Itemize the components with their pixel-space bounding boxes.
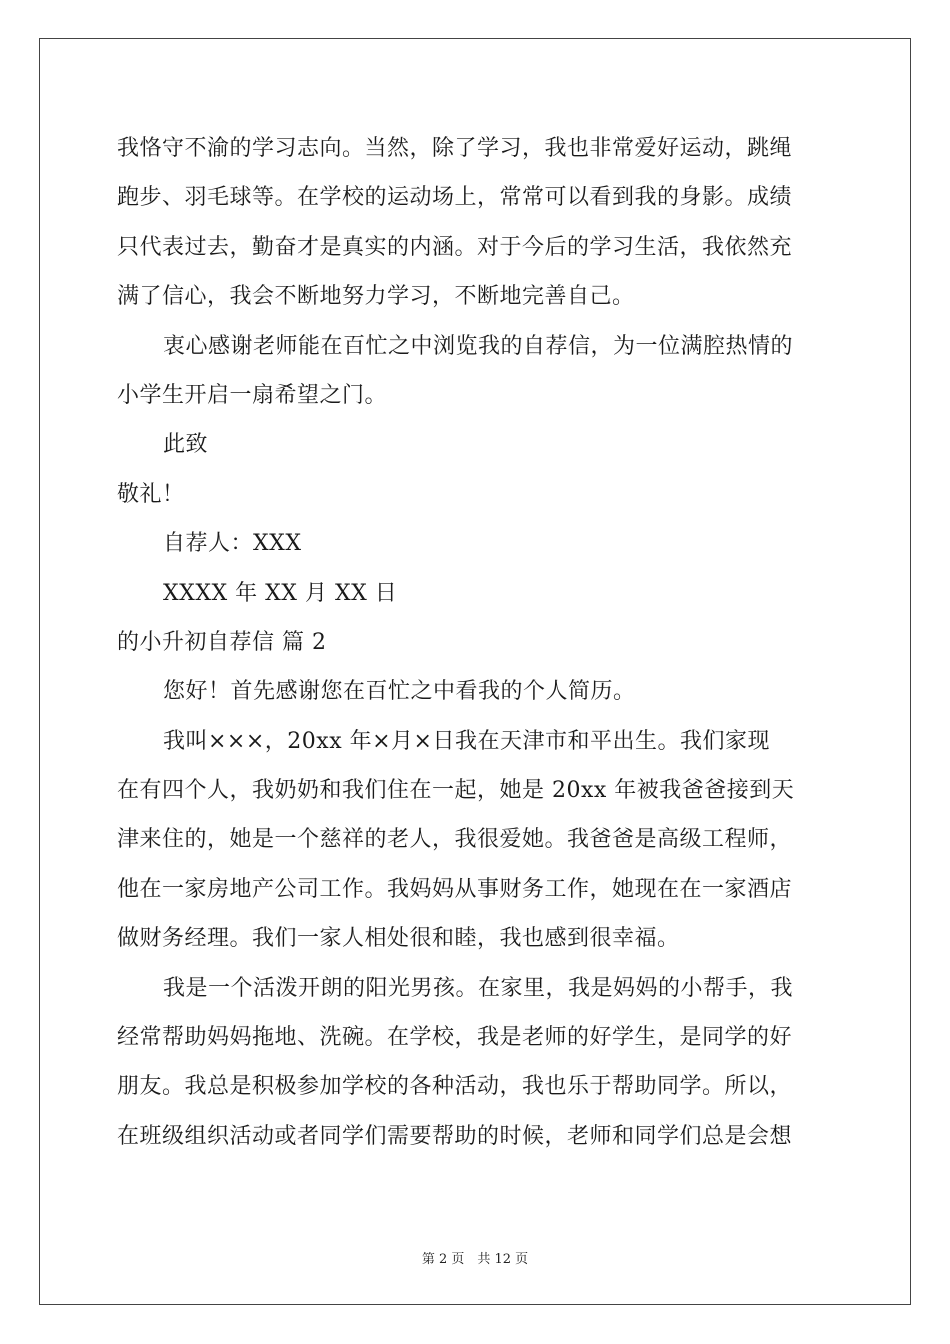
text-line-3: 只代表过去，勤奋才是真实的内涵。对于今后的学习生活，我依然充 xyxy=(117,234,793,260)
text-line-20: 朋友。我总是积极参加学校的各种活动，我也乐于帮助同学。所以， xyxy=(117,1074,793,1100)
text-line-15: 津来住的，她是一个慈祥的老人，我很爱她。我爸爸是高级工程师， xyxy=(117,827,793,853)
text-line-16: 他在一家房地产公司工作。我妈妈从事财务工作，她现在在一家酒店 xyxy=(117,876,793,902)
document-body xyxy=(117,124,837,1161)
signature-line: 自荐人：XXX xyxy=(163,531,302,557)
closing-salutation: 此致 xyxy=(163,432,209,458)
date-line: XXXX 年 XX 月 XX 日 xyxy=(163,580,398,606)
text-line-6: 小学生开启一扇希望之门。 xyxy=(117,382,388,408)
text-line-12: 您好！首先感谢您在百忙之中看我的个人简历。 xyxy=(163,679,636,705)
text-line-18: 我是一个活泼开朗的阳光男孩。在家里，我是妈妈的小帮手，我 xyxy=(163,975,794,1001)
section-heading: 的小升初自荐信 篇 2 xyxy=(117,629,327,655)
text-line-2: 跑步、羽毛球等。在学校的运动场上，常常可以看到我的身影。成绩 xyxy=(117,185,793,211)
page-footer: 第 2 页 共 12 页 xyxy=(421,1252,529,1267)
closing-respect: 敬礼！ xyxy=(117,481,185,507)
text-line-13: 我叫×××，20xx 年×月×日我在天津市和平出生。我们家现 xyxy=(163,728,770,754)
text-line-5: 衷心感谢老师能在百忙之中浏览我的自荐信，为一位满腔热情的 xyxy=(163,333,794,359)
text-line-4: 满了信心，我会不断地努力学习，不断地完善自己。 xyxy=(117,284,635,310)
text-line-1: 我恪守不渝的学习志向。当然，除了学习，我也非常爱好运动，跳绳 xyxy=(117,136,793,161)
text-line-14: 在有四个人，我奶奶和我们住在一起，她是 20xx 年被我爸爸接到天 xyxy=(117,778,795,804)
text-line-19: 经常帮助妈妈拖地、洗碗。在学校，我是老师的好学生，是同学的好 xyxy=(117,1025,793,1051)
text-line-21: 在班级组织活动或者同学们需要帮助的时候，老师和同学们总是会想 xyxy=(117,1123,793,1149)
text-line-17: 做财务经理。我们一家人相处很和睦，我也感到很幸福。 xyxy=(117,926,680,952)
